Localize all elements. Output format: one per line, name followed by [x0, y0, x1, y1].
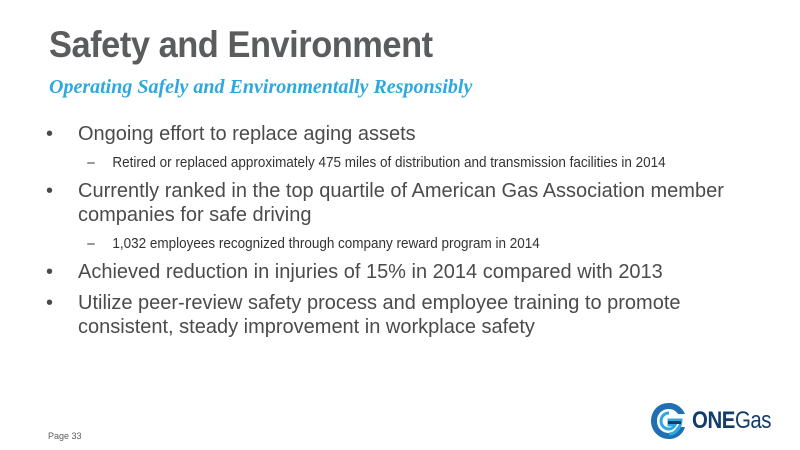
- bullet-item: [0, 291, 800, 339]
- bullet-text: Currently ranked in the top quartile of American Gas Association member companies for safe driving: [78, 180, 724, 226]
- sub-bullet-item: [78, 235, 712, 253]
- sub-bullet-item: [78, 154, 712, 172]
- logo-wordmark: [692, 407, 771, 435]
- bullet-marker: •: [46, 180, 54, 202]
- company-logo: [648, 400, 788, 442]
- bullet-list: [0, 122, 800, 346]
- bullet-marker: •: [46, 123, 54, 145]
- page-number: Page 33: [48, 431, 82, 441]
- bullet-text: Utilize peer-review safety process and employee training to promote consistent, steady improvement in workplace safety: [78, 292, 681, 338]
- sub-bullet-list: [78, 154, 760, 172]
- bullet-item: [0, 260, 800, 284]
- sub-bullet-list: [78, 235, 760, 253]
- logo-word-gas: Gas: [734, 407, 772, 434]
- one-gas-swirl-logo-icon: [648, 400, 690, 442]
- sub-bullet-text: 1,032 employees recognized through company reward program in 2014: [112, 236, 540, 252]
- slide-title: Safety and Environment: [49, 24, 433, 65]
- sub-bullet-marker: –: [87, 236, 95, 252]
- bullet-item: [0, 122, 800, 172]
- bullet-item: [0, 179, 800, 253]
- slide-subtitle: Operating Safely and Environmentally Responsibly: [49, 76, 473, 98]
- bullet-marker: •: [46, 292, 54, 314]
- sub-bullet-marker: –: [87, 155, 95, 171]
- bullet-text: Achieved reduction in injuries of 15% in 2014 compared with 2013: [78, 261, 663, 283]
- bullet-marker: •: [46, 261, 54, 283]
- bullet-text: Ongoing effort to replace aging assets: [78, 123, 416, 145]
- logo-word-one: ONE: [692, 407, 735, 434]
- sub-bullet-text: Retired or replaced approximately 475 miles of distribution and transmission facilities in 2014: [112, 155, 666, 171]
